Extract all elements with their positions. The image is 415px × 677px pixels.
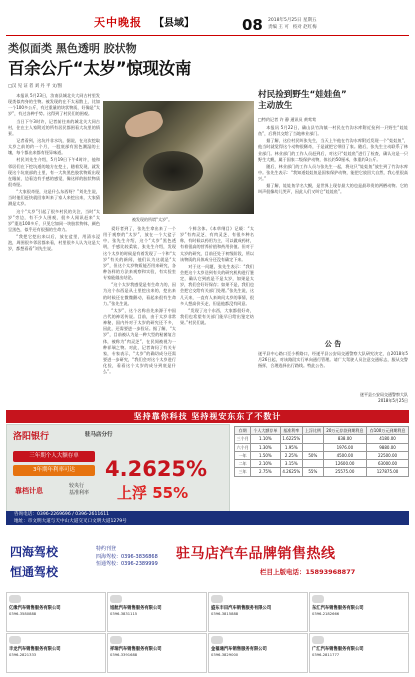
side-story-body — [258, 125, 408, 337]
bank-ad — [6, 410, 409, 538]
header-cell: 个人大额存单 — [251, 427, 280, 435]
table-cell: 一年 — [235, 451, 251, 459]
table-cell — [303, 435, 324, 443]
dealer-cell — [107, 592, 207, 632]
story-column-1 — [8, 93, 100, 343]
dealer-phone: 0396-2182666 — [312, 611, 340, 616]
story-headline: 百余公斤“太岁”惊现汝南 — [8, 59, 192, 78]
table-row — [235, 460, 409, 468]
paragraph: “太岁”，这个名称首先来源于中国古代的神话传说。目前，由于太岁非常神秘，国内外对于太岁的研究还不多，因此，还需要进一步验证。据了解，“太岁”，目前被认为是一种大型的粘菌复合体，被称为“肉灵芝”，在民间被视为一种祥瑞之物。对此，记者询问了有关专家，专家表示，“太岁”的确切成分还需要进一步研究，“我们会对这个太岁进行化验，看看这个太岁的成分到底是什么”。 — [103, 307, 176, 375]
table-cell: 六个月 — [235, 443, 251, 451]
table-cell: 55% — [303, 468, 324, 476]
dealer-cell — [208, 592, 308, 632]
table-cell: 50% — [303, 451, 324, 459]
car-logo-icon — [211, 636, 223, 644]
paragraph: “大家很奇怪，这是什么东西呀？”刘先生说，当时他们赶快就回家叫来了家人来挖出来，大家猜测是太岁。 — [8, 189, 100, 207]
side-story-byline: □特约记者 许 静 通讯员 黄莺莺 — [258, 117, 317, 122]
car-logo-icon — [9, 595, 21, 603]
dealer-cell — [208, 633, 308, 673]
table-cell: 4.2625% — [280, 468, 303, 476]
header-cell: 存100万元到期利息 — [367, 427, 409, 435]
table-cell: 2.25% — [280, 451, 303, 459]
dealer-cell — [6, 633, 106, 673]
dealer-grid — [6, 592, 409, 674]
table-cell — [303, 460, 324, 468]
table-row — [235, 451, 409, 459]
car-logo-icon — [9, 636, 21, 644]
banner-hotline: 栏目上版电话：15893968877 — [260, 568, 356, 576]
car-logo-icon — [312, 636, 324, 644]
header-cell: 存期 — [235, 427, 251, 435]
story-column-3 — [180, 226, 254, 343]
bank-logo: 洛阳银行 — [13, 432, 50, 442]
dealer-name: 旭航汽车销售服务有限公司 — [110, 605, 162, 611]
paragraph: 本报讯 5月22日，确山县竹沟镇一村民在竹沟水库附近捡到一只野生“娃娃鱼”，后将其交给了当地林业部门。 — [258, 125, 408, 137]
notice-date: 2018年5月25日 — [378, 398, 408, 403]
car-logo-icon — [110, 636, 122, 644]
table-cell: 1.6225% — [280, 435, 303, 443]
driving-school-ad — [6, 540, 158, 588]
table-cell: 二年 — [235, 460, 251, 468]
notice-title: 公 告 — [324, 340, 342, 348]
paragraph: 个鲜含体。《本草纲目》记载：“太岁”有肉灵芝、有肉灵芝、有很多种名称，有时候以药用为主，可以做成药材，有着很高的营养价值和药用价值。但对于太岁的研究，目前还处于初级阶段，所以该物质的具体成分还没有确定下来。 — [180, 226, 254, 262]
rate-label: 3年期年利率可达 — [13, 465, 95, 476]
header-cell: 20万元存款到期利息 — [323, 427, 366, 435]
bank-ad-footer — [6, 511, 409, 525]
paragraph: “这个太岁我感觉是有生命力的，因为这个东西是从土里挖出来的，挖出来的时候还在微微颤动，看起来很有生命力。”张先生说。 — [103, 282, 176, 306]
paragraph: 爱好者到了，张先生拿出来了一个用于观察的“太岁”，放在一个大盆子中，张先生介绍，这个“太岁”黑色透明，手感比较柔软，张先生介绍，发现这个太岁的时候是有着发现了一个和“太岁”有关的新闻，他们认为这就是“太岁”，但这个太岁物质能否用来研究，各种各样的方法来观察和实验，有实验室专家能做出结论。 — [103, 226, 176, 281]
dealer-phone: 0396-3580888 — [9, 611, 37, 616]
header-meta — [268, 17, 321, 31]
dealer-phone: 0396-3391688 — [110, 652, 138, 657]
paragraph: 据了解，这位村民叫张先生，当天上午他在竹沟水库附近发现一个“娃娃鱼”，他当时就觉得这个动物很稀奇，于是就把它带回了家。随后，张先生主动联系了林业部门。林业部门的工作人员赶到后，对这只“娃娃鱼”进行了检查，确认这是一只野生大鲵，属于国家二级保护动物，体长约50厘米，体重约3公斤。 — [258, 138, 408, 162]
float-value: 上浮 55% — [117, 484, 189, 502]
section-title: 【县域】 — [154, 18, 194, 29]
float-prefix: 靠档计息 — [15, 487, 43, 495]
header-cell: 基准利率 — [280, 427, 303, 435]
dealer-cell — [309, 633, 409, 673]
paragraph: 对于这一问题，张先生表示：“我们会把这个太岁送到有关的研究机构进行鉴定，确认它到底是不是太岁，如果是太岁，我们会好好保存；如果不是，我们也会把它交给有关部门处理。”张先生说，这几天来，一直有人来询问太岁的事情，很多人想高价买走，但是他都没有同意。 — [180, 263, 254, 306]
dealer-phone: 0396-2821333 — [9, 652, 37, 657]
dealer-name: 祥瑞汽车销售服务有限公司 — [110, 646, 162, 652]
deposit-rate: 4.2625% — [105, 457, 208, 481]
page-number: 08 — [242, 16, 263, 34]
car-sales-banner: 驻马店汽车品牌销售热线 — [176, 546, 336, 562]
driving-school-2: 恒通驾校 — [10, 565, 59, 579]
story-kicker: 类似面类 黑色透明 胶状物 — [8, 42, 137, 55]
table-cell: 1.50% — [251, 451, 280, 459]
car-logo-icon — [211, 595, 223, 603]
driving-school-1: 四海驾校 — [10, 545, 59, 559]
car-logo-icon — [110, 595, 122, 603]
paragraph: 据了解，娃娃鱼学名大鲵，是世界上现存最大的也是最珍贵的两栖动物。它的叫声很像幼儿哭声，因此人们又叫它“娃娃鱼”。 — [258, 183, 408, 195]
table-cell: 3.15% — [280, 460, 303, 468]
dealer-cell — [6, 592, 106, 632]
table-cell: 25575.00 — [323, 468, 366, 476]
paragraph: “我把它挖出来以后，放在盆里，用清水浸泡，周围很多邻居都来看，村里很多人认为这是大岁，都想看看”刘先生说。 — [8, 234, 100, 252]
table-cell: 1.95% — [280, 443, 303, 451]
story-column-2 — [103, 226, 176, 375]
paragraph: 这个“太岁”引起了很多村民的关注，当时“太岁”旁边，有不少人围观，很多人闻讯赶来“太岁”重达100多斤，只见它如同一块胶状物体，颜色呈黑色，似乎还有很强的生命力。 — [8, 208, 100, 232]
taisui-photo — [103, 101, 254, 214]
page-header — [6, 14, 409, 36]
table-cell: 12600.00 — [323, 460, 366, 468]
dealer-name: 东汇汽车销售服务有限公司 — [312, 605, 364, 611]
dealer-name: 盛东丰田汽车销售服务有限公司 — [211, 605, 272, 611]
table-cell: 1.30% — [251, 443, 280, 451]
table-row — [235, 443, 409, 451]
table-cell: 1.10% — [251, 435, 280, 443]
table-cell: 63000.00 — [367, 460, 409, 468]
dealer-name: 广汇汽车销售服务有限公司 — [312, 646, 364, 652]
paragraph: “发现了这个东西，大家都很好奇，我们也希望有关部门能早日给出鉴定结果。”村民们说。 — [180, 307, 254, 326]
editor: 责编 王 可 — [268, 25, 289, 31]
notice-signer: 遂平县公安局交通警察大队 — [360, 392, 408, 397]
car-logo-icon — [312, 595, 324, 603]
dealer-name: 丰龙汽车销售服务有限公司 — [9, 646, 61, 652]
table-row — [235, 435, 409, 443]
paragraph: 本报讯 5月23日，汝南县城北关大同古村里发现类似肉身的生物。被发现的在不太易散上，比如一个100多公斤，有过重量的块状物质，好像是“太岁”，有过各种手势。这得到了村民们的围观。 — [8, 93, 100, 117]
notice-body: 遂平县中心路口至小桥路口，经遂平县公安局交通警察大队研究决定，自2018年5月26日起，对该路段实行单向通行管理。请广大驾驶人员注意交通标志，服从交警指挥，合理选择出行路线。特此公告。 — [258, 351, 408, 369]
bank-ad-box — [6, 424, 230, 524]
table-cell — [303, 443, 324, 451]
table-cell: 9880.00 — [367, 443, 409, 451]
rate-table-header — [235, 427, 409, 435]
paragraph: 当日下午3时许，记者前往来的城北关大同古村，住在主人家附近的所有居民都围看大坑里的情景。 — [8, 118, 100, 136]
dealer-name: 金福通汽车销售服务有限公司 — [211, 646, 267, 652]
issue-date: 2018年5月25日 星期五 — [268, 18, 317, 23]
table-row — [235, 468, 409, 476]
dealer-phone: 0396-3815888 — [211, 611, 239, 616]
table-cell: 2.10% — [251, 460, 280, 468]
header-cell: 上浮比例 — [303, 427, 324, 435]
paragraph: 随后，林业部门的工作人员与张先生一起，将这只“娃娃鱼”放生到了竹沟水库中。张先生表示：“我知道娃娃鱼是国家保护动物，能把它放回大自然，我心里很高兴。” — [258, 163, 408, 182]
proofreader: 校对 赵红梅 — [292, 25, 317, 31]
dealer-phone: 0396-3831115 — [110, 611, 138, 616]
table-cell: 4500.00 — [323, 451, 366, 459]
dealer-name: 亿缘汽车销售服务有限公司 — [9, 605, 61, 611]
table-cell: 三年 — [235, 468, 251, 476]
pit-shape — [143, 151, 203, 191]
term-label: 三年期个人大额存单 — [13, 451, 95, 462]
rate-table — [234, 426, 409, 477]
side-story-title: 村民捡到野生“娃娃鱼” 主动放生 — [258, 90, 347, 112]
paragraph: 村民刘先生介绍，5月19日下午4时许，他和邻居们在下挖坑道的地方在挖土，随着发现，就发现这个坑底部的土里，有一大块黑色胶状物质出现在眼前，边看边有手感的感觉，像这样的胶状物质很奇怪。 — [8, 157, 100, 187]
table-cell: 127875.00 — [367, 468, 409, 476]
bank-phone: 咨询电话：0396-2269696 / 0396-2611611 — [14, 512, 110, 517]
bank-address: 地址：市文明大道与天中山大道交叉口文明大道1279号 — [14, 518, 127, 524]
table-cell: 1976.00 — [323, 443, 366, 451]
table-cell: 4180.00 — [367, 435, 409, 443]
story-byline: □汉 见 证 者 刘 丹 平 文/图 — [8, 84, 62, 89]
ad-banner-strip: 坚持靠你科技 坚持视安东东了不数计 — [6, 410, 409, 423]
dealer-cell — [309, 592, 409, 632]
table-cell: 22500.00 — [367, 451, 409, 459]
bank-branch: 驻马店分行 — [85, 432, 113, 438]
dealer-phone: 0396-2811777 — [312, 652, 340, 657]
float-sub: 较央行 基准利率 — [69, 483, 90, 496]
dealer-cell — [107, 633, 207, 673]
newspaper-logo: 天中晚报 — [94, 16, 142, 29]
paragraph: 记者看到，这坑并非水坑，据说，在这次挖取太岁之前的约一个月，一股底部有黑色潮湿的土壤，每个都出来都有怪异味道。 — [8, 137, 100, 156]
table-cell: 838.00 — [323, 435, 366, 443]
hand-shape — [122, 107, 165, 141]
table-cell: 三个月 — [235, 435, 251, 443]
dealer-phone: 0396-3829000 — [211, 652, 239, 657]
photo-caption: 被发现的所谓“太岁”。 — [132, 217, 173, 222]
table-cell: 2.75% — [251, 468, 280, 476]
driving-school-info: 特约刊登 四海驾校：0396-3836868 恒通驾校：0396-2389999 — [96, 546, 158, 567]
